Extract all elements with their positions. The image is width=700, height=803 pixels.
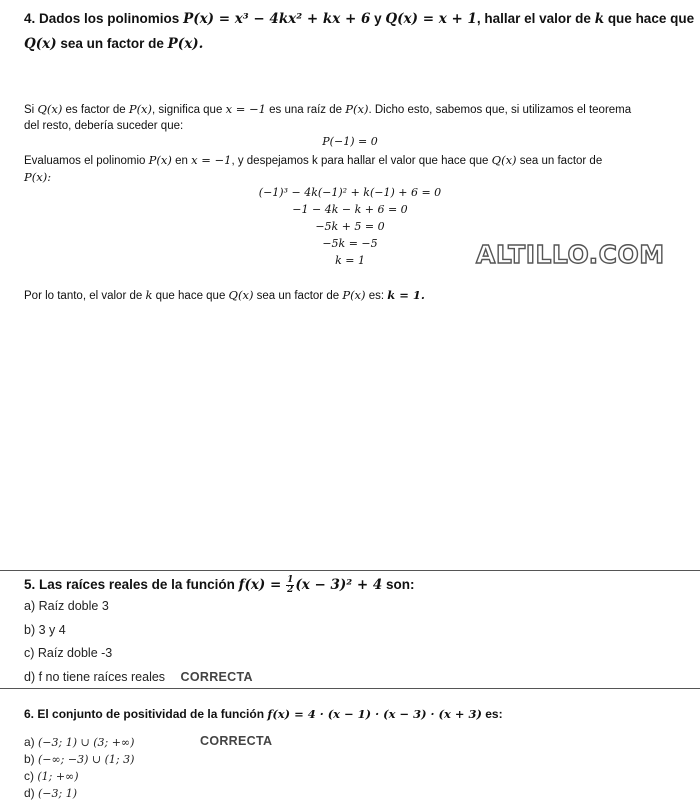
q6-option-a (24, 735, 134, 749)
q4-qx: Q(x) (24, 36, 57, 52)
option-letter: c) (24, 769, 34, 783)
text: , significa que (152, 104, 223, 116)
q5-option-b: b) 3 y 4 (24, 623, 66, 637)
q4-y: y (374, 11, 382, 26)
math-px: P(x) (342, 288, 366, 302)
q4-step-4: −5k = −5 (322, 237, 378, 250)
q4-eq-remainder: P(−1) = 0 (322, 135, 378, 148)
fraction-denominator: 2 (287, 585, 294, 595)
math-px: P(x) (128, 102, 153, 116)
text: en (175, 155, 188, 167)
q4-paragraph-1 (24, 101, 631, 118)
text: es factor de (65, 104, 126, 116)
q4-title-line2 (24, 36, 203, 52)
text: sea un factor de (256, 290, 340, 302)
q4-paragraph-2-line2: P(x): (24, 170, 52, 184)
q4-p-def: P(x) = x³ − 4kx² + kx + 6 (183, 11, 371, 27)
q4-title (24, 11, 694, 27)
q6-title-end: es: (485, 707, 503, 721)
q4-number: 4. (24, 11, 36, 26)
q4-title-pre: Dados los polinomios (39, 11, 180, 26)
text: . Dicho esto, sabemos que, si utilizamos el teorema (368, 104, 632, 116)
text: es una raíz de (269, 104, 343, 116)
option-value: (−3; 1) (38, 787, 78, 800)
answer-k: k = 1. (387, 288, 425, 302)
text: Evaluamos el polinomio (24, 155, 146, 167)
q6-f-def: f(x) = 4 · (x − 1) · (x − 3) · (x + 3) (267, 707, 482, 721)
q5-fraction (286, 576, 294, 595)
option-letter: b) (24, 752, 35, 766)
q5-title (24, 576, 415, 595)
q4-title-mid: , hallar el valor de (476, 11, 591, 26)
q4-step-3: −5k + 5 = 0 (315, 220, 385, 233)
watermark-logo: ALTILLO.COM (476, 240, 665, 269)
q6-option-c (24, 769, 79, 783)
q4-step-1: (−1)³ − 4k(−1)² + k(−1) + 6 = 0 (258, 186, 442, 199)
math-px: P(x) (345, 102, 369, 116)
q5-title-pre: Las raíces reales de la función (39, 577, 235, 593)
text: que hace que (155, 290, 226, 302)
q5-number: 5. (24, 577, 36, 593)
option-value: (−3; 1) ∪ (3; +∞) (38, 736, 135, 749)
q5-option-a: a) Raíz doble 3 (24, 599, 109, 613)
q4-q-def: Q(x) = x + 1 (385, 11, 477, 27)
option-letter: d) (24, 786, 35, 800)
q4-title-mid2: que hace que (607, 11, 695, 26)
q6-title-pre: El conjunto de positividad de la función (37, 707, 265, 721)
q5-correct-mark: CORRECTA (180, 670, 253, 684)
q5-f-lhs: f(x) = (238, 577, 282, 594)
math-x: x = −1 (191, 153, 232, 167)
q4-conclusion (24, 287, 425, 304)
divider (0, 688, 700, 689)
q4-px-end: P(x). (167, 36, 204, 52)
q4-step-2: −1 − 4k − k + 6 = 0 (292, 203, 408, 216)
q6-option-d (24, 786, 77, 800)
text: es: (368, 290, 385, 302)
option-value: (−∞; −3) ∪ (1; 3) (38, 753, 135, 766)
option-value: (1; +∞) (37, 770, 79, 783)
option-letter: a) (24, 735, 35, 749)
q4-paragraph-2 (24, 152, 602, 169)
q5-title-end: son: (386, 577, 415, 593)
q4-step-5: k = 1 (335, 254, 365, 267)
math-px: P(x) (148, 153, 172, 167)
q4-title-end: sea un factor de (60, 36, 164, 51)
fraction-numerator: 1 (287, 575, 294, 585)
q5-option-c: c) Raíz doble -3 (24, 646, 113, 660)
q6-correct-mark: CORRECTA (200, 734, 273, 748)
text: sea un factor de (519, 155, 603, 167)
text: Si (24, 104, 35, 116)
math-qx: Q(x) (491, 153, 517, 167)
q6-option-b (24, 752, 134, 766)
text: , y despejamos k para hallar el valor que hace que (231, 155, 489, 167)
q6-number: 6. (24, 707, 35, 721)
divider (0, 570, 700, 571)
q5-option-d-text: d) f no tiene raíces reales (24, 670, 166, 684)
q4-k: k (594, 11, 605, 27)
q5-option-d (24, 670, 253, 684)
math-x: x = −1 (225, 102, 266, 116)
math-qx: Q(x) (37, 102, 63, 116)
q5-f-rhs: (x − 3)² + 4 (295, 577, 383, 594)
q4-paragraph-1-line2: del resto, debería suceder que: (24, 120, 184, 132)
text: Por lo tanto, el valor de (24, 290, 143, 302)
q6-title (24, 707, 503, 721)
math-k: k (145, 288, 153, 302)
math-qx: Q(x) (228, 288, 254, 302)
